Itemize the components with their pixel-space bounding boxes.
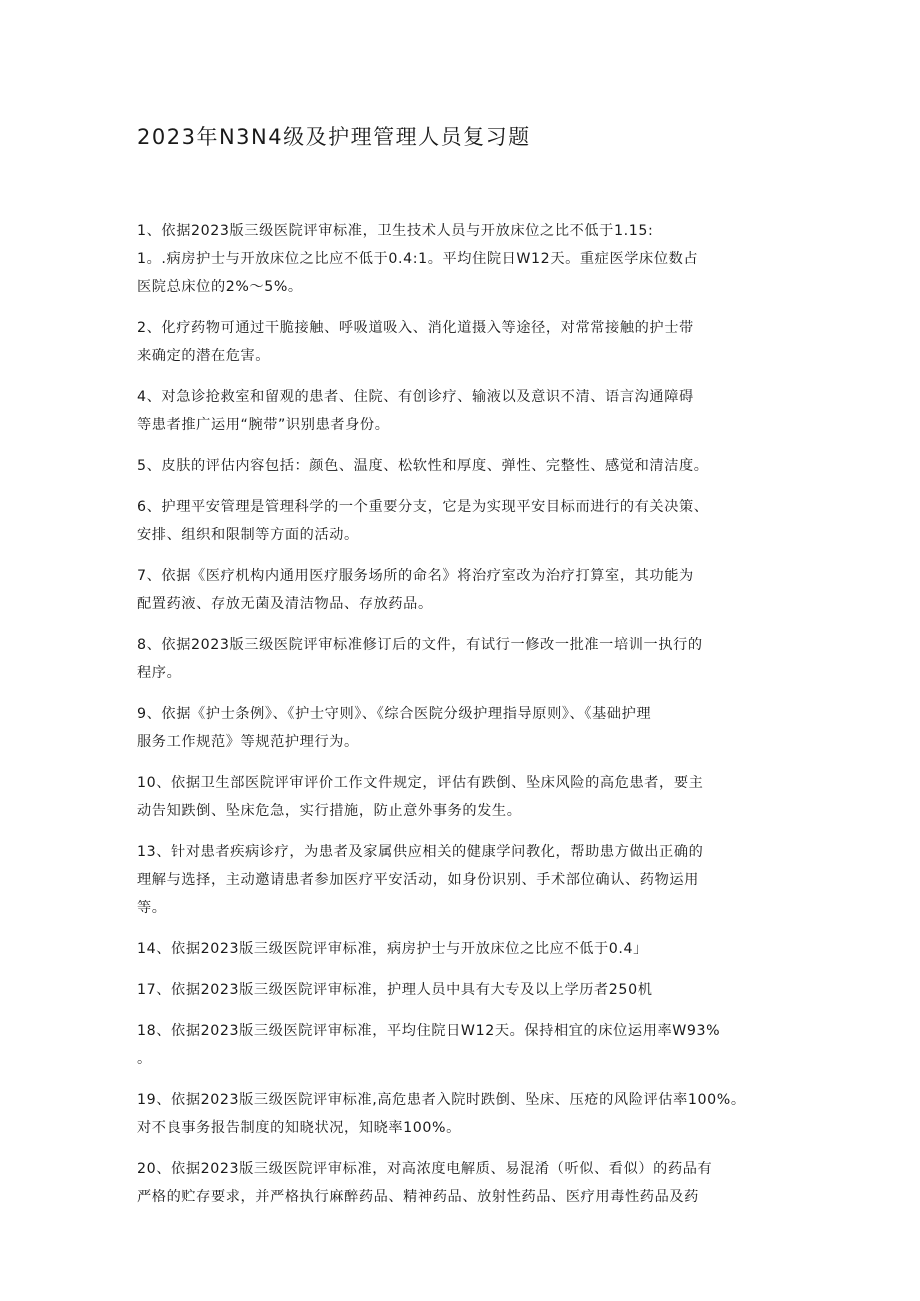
question-paragraph: [137, 1155, 797, 1211]
paragraph-line: 17、依据2023版三级医院评审标准，护理人员中具有大专及以上学历者250机: [137, 982, 653, 998]
paragraph-line: 等患者推广运用“腕带”识别患者身份。: [137, 417, 390, 433]
document-title: 2023年N3N4级及护理管理人员复习题: [137, 125, 531, 149]
paragraph-line: 10、依据卫生部医院评审评价工作文件规定，评估有跌倒、坠床风险的高危患者，要主: [137, 775, 704, 791]
document-body: [137, 217, 797, 1224]
paragraph-line: 医院总床位的2%～5%。: [137, 279, 303, 295]
question-paragraph: [137, 1086, 797, 1142]
question-paragraph: [137, 976, 797, 1004]
paragraph-line: 服务工作规范》等规范护理行为。: [137, 734, 359, 750]
question-paragraph: [137, 700, 797, 756]
paragraph-line: 4、对急诊抢救室和留观的患者、住院、有创诊疗、输液以及意识不清、语言沟通障碍: [137, 389, 694, 405]
paragraph-line: 程序。: [137, 665, 182, 681]
paragraph-line: 1、依据2023版三级医院评审标准，卫生技术人员与开放床位之比不低于1.15:: [137, 223, 654, 239]
paragraph-line: 。: [137, 1051, 152, 1067]
paragraph-line: 1。.病房护士与开放床位之比应不低于0.4:1。平均住院日W12天。重症医学床位数占: [137, 251, 699, 267]
paragraph-line: 配置药液、存放无菌及清洁物品、存放药品。: [137, 596, 433, 612]
paragraph-line: 8、依据2023版三级医院评审标准修订后的文件，有试行一修改一批准一培训一执行的: [137, 637, 703, 653]
paragraph-line: 严格的贮存要求，并严格执行麻醉药品、精神药品、放射性药品、医疗用毒性药品及药: [137, 1189, 699, 1205]
paragraph-line: 5、皮肤的评估内容包括：颜色、温度、松软性和厚度、弹性、完整性、感觉和清洁度。: [137, 458, 709, 474]
question-paragraph: [137, 493, 797, 549]
question-paragraph: [137, 314, 797, 370]
question-paragraph: [137, 769, 797, 825]
paragraph-line: 来确定的潜在危害。: [137, 348, 271, 364]
question-paragraph: [137, 838, 797, 922]
paragraph-line: 安排、组织和限制等方面的活动。: [137, 527, 359, 543]
paragraph-line: 6、护理平安管理是管理科学的一个重要分支，它是为实现平安目标而进行的有关决策、: [137, 499, 709, 515]
paragraph-line: 13、针对患者疾病诊疗，为患者及家属供应相关的健康学问教化，帮助患方做出正确的: [137, 844, 704, 860]
question-paragraph: [137, 935, 797, 963]
question-paragraph: [137, 1017, 797, 1073]
question-paragraph: [137, 452, 797, 480]
question-paragraph: [137, 631, 797, 687]
paragraph-line: 等。: [137, 900, 167, 916]
paragraph-line: 20、依据2023版三级医院评审标准，对高浓度电解质、易混淆（听似、看似）的药品有: [137, 1161, 713, 1177]
paragraph-line: 2、化疗药物可通过干脆接触、呼吸道吸入、消化道摄入等途径，对常常接触的护士带: [137, 320, 694, 336]
paragraph-line: 7、依据《医疗机构内通用医疗服务场所的命名》将治疗室改为治疗打算室，其功能为: [137, 568, 694, 584]
question-paragraph: [137, 562, 797, 618]
question-paragraph: [137, 383, 797, 439]
paragraph-line: 对不良事务报告制度的知晓状况，知晓率100%。: [137, 1120, 461, 1136]
paragraph-line: 9、依据《护士条例》、《护士守则》、《综合医院分级护理指导原则》、《基础护理: [137, 706, 652, 722]
paragraph-line: 14、依据2023版三级医院评审标准，病房护士与开放床位之比应不低于0.4」: [137, 941, 648, 957]
paragraph-line: 18、依据2023版三级医院评审标准，平均住院日W12天。保持相宜的床位运用率W93%: [137, 1023, 721, 1039]
paragraph-line: 动告知跌倒、坠床危急，实行措施，防止意外事务的发生。: [137, 803, 522, 819]
question-paragraph: [137, 217, 797, 301]
paragraph-line: 理解与选择，主动邀请患者参加医疗平安活动，如身份识别、手术部位确认、药物运用: [137, 872, 699, 888]
paragraph-line: 19、依据2023版三级医院评审标准,高危患者入院时跌倒、坠床、压疮的风险评估率100%。: [137, 1092, 746, 1108]
